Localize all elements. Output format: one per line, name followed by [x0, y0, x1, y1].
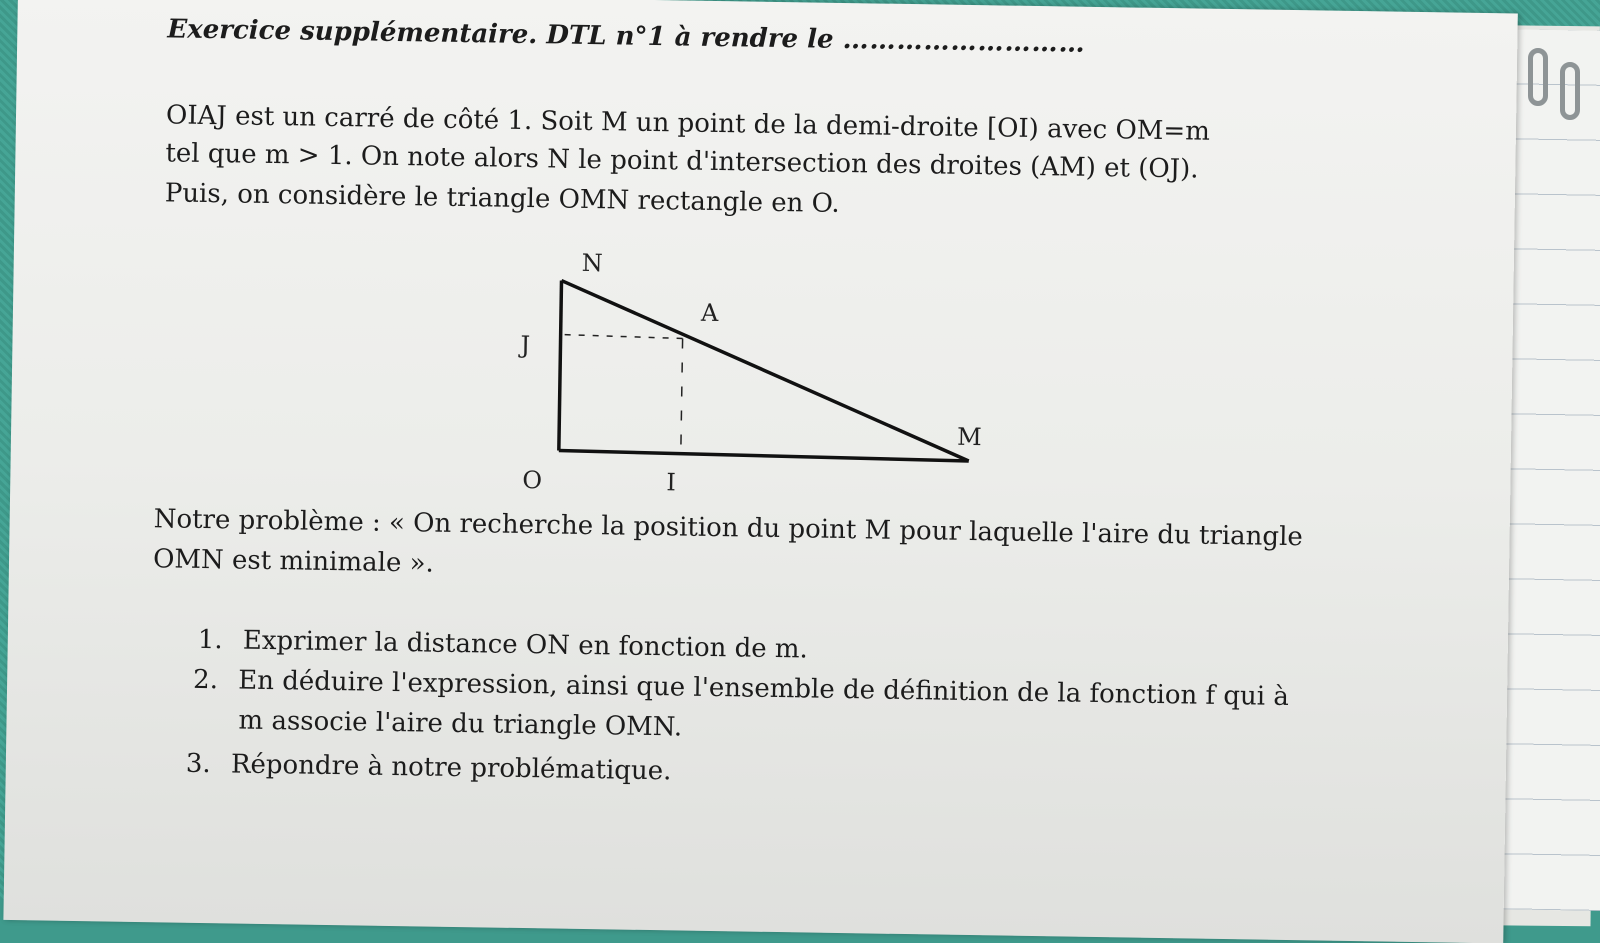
statement-line: OIAJ est un carré de côté 1. Soit M un point de la demi-droite [OI) avec OM=m [165, 100, 1211, 147]
question-number: 2. [192, 664, 219, 696]
question-text: Exprimer la distance ON en fonction de m. [242, 625, 809, 665]
label-A: A [700, 298, 719, 328]
question-number: 1. [197, 624, 223, 656]
due-date-blank: ……………………… [842, 24, 1086, 59]
dashed-AI [681, 338, 683, 448]
problem-line: OMN est minimale ». [152, 544, 434, 579]
statement-line: tel que m > 1. On note alors N le point d'intersection des droites (AM) et (OJ). [165, 138, 1199, 185]
exercise-sheet [3, 0, 1517, 943]
label-I: I [666, 468, 677, 497]
segment-OM [559, 451, 969, 461]
segment-NM [559, 281, 972, 461]
dashed-JA [565, 335, 683, 339]
binder-ring [1528, 48, 1548, 106]
label-M: M [956, 422, 982, 452]
question-2-continuation: m associe l'aire du triangle OMN. [238, 705, 683, 743]
problem-line: Notre problème : « On recherche la position du point M pour laquelle l'aire du triangle [153, 504, 1304, 553]
label-O: O [522, 465, 543, 495]
segment-ON [559, 281, 562, 451]
title-text: Exercice supplémentaire. DTL n°1 à rendre le [167, 14, 834, 55]
question-number: 3. [185, 748, 211, 780]
label-J: J [520, 330, 531, 360]
geometry-figure [3, 0, 1517, 943]
question-text: En déduire l'expression, ainsi que l'ensemble de définition de la fonction f qui à [238, 665, 1290, 713]
binder-ring [1560, 62, 1580, 120]
label-N: N [581, 248, 604, 278]
question-text: Répondre à notre problématique. [230, 749, 672, 787]
statement-line: Puis, on considère le triangle OMN rectangle en O. [164, 178, 840, 219]
